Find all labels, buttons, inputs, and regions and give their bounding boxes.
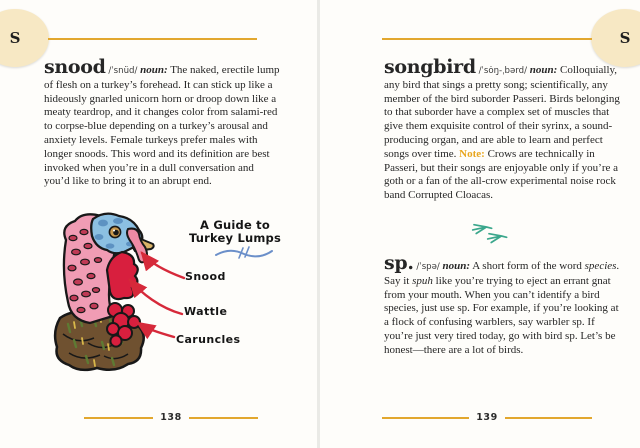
- definition-text: . Say it: [384, 260, 620, 287]
- headword: snood: [44, 56, 106, 78]
- turkey-head-illustration: [52, 210, 184, 372]
- page-number: 139: [476, 412, 498, 423]
- pronunciation: /ˈspə/: [413, 262, 443, 272]
- label-wattle: Wattle: [184, 305, 228, 318]
- note-text: Crows are technically in Passeri, but their songs are enjoyable only if you’re a goth or a fan of the all-crow experimental noise rock band Corrupted Cloacas.: [384, 147, 618, 202]
- footer-rule: [189, 417, 258, 419]
- dictionary-entry-sp: [384, 252, 620, 358]
- feather-squiggle-icon: [214, 246, 274, 260]
- illustration-title: A Guide to Turkey Lumps: [188, 218, 282, 245]
- footer-rule: [382, 417, 469, 419]
- dictionary-entry-songbird: [384, 56, 620, 203]
- page-footer-right: [382, 412, 592, 423]
- part-of-speech: noun:: [529, 64, 558, 76]
- top-rule: [48, 38, 257, 40]
- part-of-speech: noun:: [140, 64, 168, 76]
- label-caruncles: Caruncles: [176, 333, 241, 346]
- bird-footprints-icon: [468, 220, 508, 246]
- headword: sp.: [384, 252, 414, 274]
- definition-text: A short form of the word: [470, 260, 585, 272]
- headword: songbird: [384, 56, 476, 78]
- page-number: 138: [160, 412, 182, 423]
- top-rule: [382, 38, 592, 40]
- pronunciation: /ˈsnüd/: [105, 66, 141, 76]
- section-tab-left: [0, 9, 49, 67]
- definition-text: Colloquially, any bird that sings a pretty song; scientifically, any member of the bird suborder Passeri. Birds belonging to that suborder have a complex set of muscles that give them exquisite control of their syrinx, a sound-producing organ, and are able to learn and perfect songs over time.: [384, 64, 620, 160]
- page-footer-left: [84, 412, 258, 423]
- italic-term: species: [584, 260, 617, 272]
- tab-letter: S: [619, 29, 631, 47]
- definition-text: The naked, erectile lump of flesh on a turkey’s forehead. It can stick up like a hideously gnarled unicorn horn or droop down like a meaty teardrop, and it changes color from salami-red to corpse-blue depending on a turkey’s arousal and anxiety levels. Female turkeys prefer males with longer snoods. This word and its definition are best invoked when you’re in a dull conversation and you’d like to bring it to an abrupt end.: [44, 64, 280, 188]
- right-page: [320, 0, 640, 448]
- tab-letter: S: [9, 29, 21, 47]
- footer-rule: [505, 417, 592, 419]
- italic-term: spuh: [412, 274, 433, 287]
- pronunciation: /ˈsȯŋ-ˌbərd/: [475, 66, 530, 76]
- definition-text: like you’re trying to eject an errant gnat from your mouth. When you can’t identify a bird species, just use sp. For example, if you’re looking at a flock of confusing warblers, say warbler sp. If you’re just very tired today, go with bird sp. Let’s be honest—there are a lot of birds.: [384, 274, 619, 356]
- label-snood: Snood: [185, 270, 226, 283]
- part-of-speech: noun:: [442, 260, 471, 272]
- section-tab-right: [591, 9, 640, 67]
- footer-rule: [84, 417, 153, 419]
- note-label: Note:: [459, 147, 485, 160]
- dictionary-entry-snood: [44, 56, 280, 189]
